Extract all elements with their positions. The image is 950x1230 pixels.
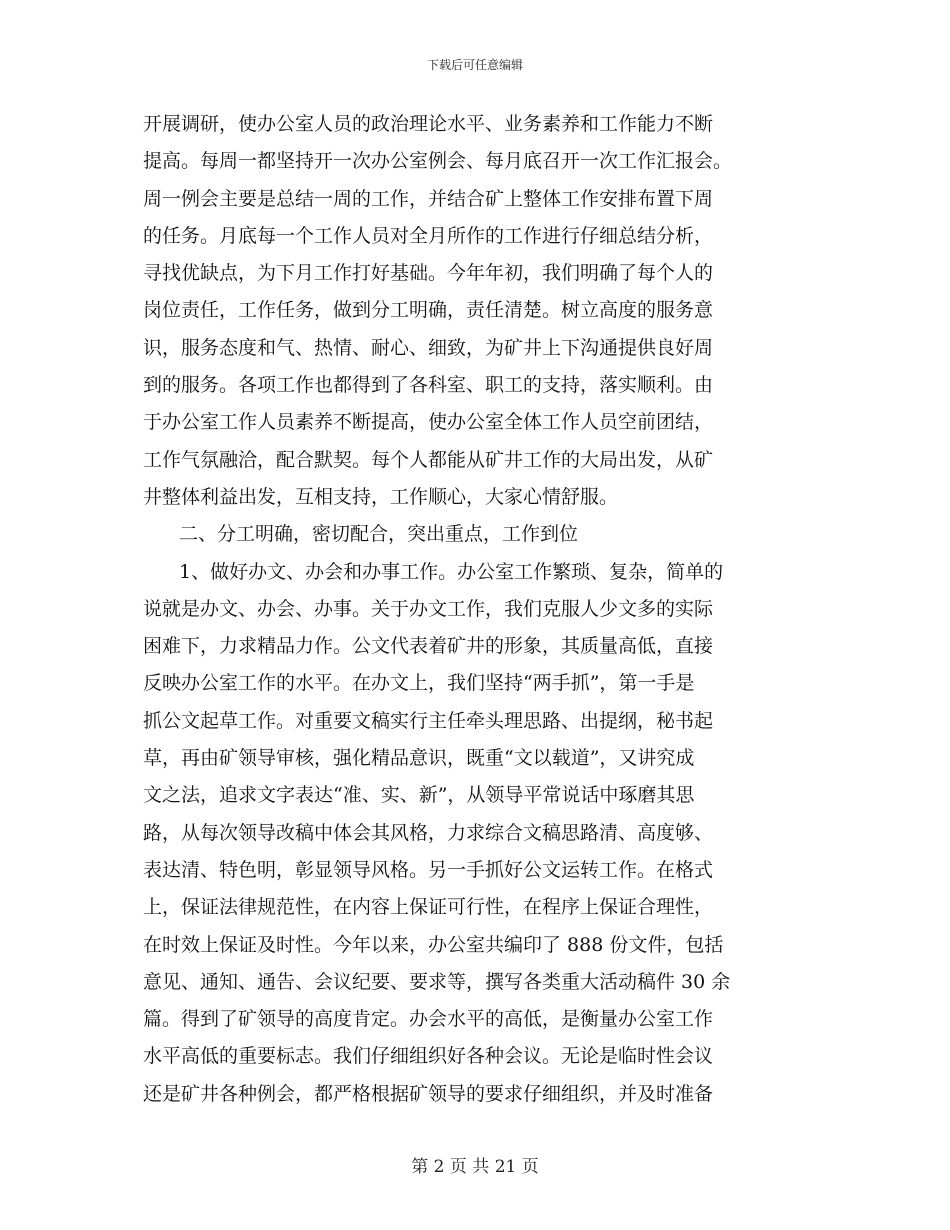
- text-line: 的任务。月底每一个工作人员对全月所作的工作进行仔细总结分析，: [143, 224, 714, 247]
- text-line: 说就是办文、办会、办事。关于办文工作，我们克服人少文多的实际: [143, 597, 714, 620]
- text-line: 周一例会主要是总结一周的工作，并结合矿上整体工作安排布置下周: [143, 187, 714, 210]
- text-line: 二、分工明确，密切配合，突出重点，工作到位: [179, 523, 579, 546]
- text-line: 到的服务。各项工作也都得到了各科室、职工的支持，落实顺利。由: [143, 374, 714, 397]
- text-line: 还是矿井各种例会，都严格根据矿领导的要求仔细组织，并及时准备: [143, 1082, 714, 1105]
- text-line: 表达清、特色明，彰显领导风格。另一手抓好公文运转工作。在格式: [143, 858, 714, 881]
- text-line: 上，保证法律规范性，在内容上保证可行性，在程序上保证合理性，: [143, 896, 714, 919]
- text-line: 篇。得到了矿领导的高度肯定。办会水平的高低，是衡量办公室工作: [143, 1008, 714, 1031]
- text-line: 意见、通知、通告、会议纪要、要求等，撰写各类重大活动稿件 30 余: [143, 970, 731, 993]
- text-line: 开展调研，使办公室人员的政治理论水平、业务素养和工作能力不断: [143, 113, 714, 135]
- text-line: 1、做好办文、办会和办事工作。办公室工作繁琐、复杂，简单的: [179, 560, 724, 583]
- text-line: 反映办公室工作的水平。在办文上，我们坚持“两手抓”，第一手是: [143, 672, 695, 695]
- text-line: 识，服务态度和气、热情、耐心、细致，为矿井上下沟通提供良好周: [143, 336, 714, 359]
- text-line: 岗位责任，工作任务，做到分工明确，责任清楚。树立高度的服务意: [143, 299, 714, 322]
- text-line: 水平高低的重要标志。我们仔细组织好各种会议。无论是临时性会议: [143, 1045, 714, 1068]
- text-line: 在时效上保证及时性。今年以来，办公室共编印了 888 份文件，包括: [143, 933, 724, 956]
- text-line: 文之法，追求文字表达“准、实、新”，从领导平常说话中琢磨其思: [143, 784, 695, 807]
- text-line: 于办公室工作人员素养不断提高，使办公室全体工作人员空前团结，: [143, 411, 714, 434]
- text-line: 提高。每周一都坚持开一次办公室例会、每月底召开一次工作汇报会。: [143, 150, 733, 173]
- page-number-footer: 第 2 页 共 21 页: [411, 1157, 539, 1177]
- page-header-note: 下载后可任意编辑: [426, 58, 523, 72]
- document-body: [143, 106, 807, 1113]
- text-line: 抓公文起草工作。对重要文稿实行主任牵头理思路、出提纲，秘书起: [143, 709, 714, 732]
- text-line: 草，再由矿领导审核，强化精品意识，既重“文以载道”，又讲究成: [143, 747, 695, 770]
- text-line: 路，从每次领导改稿中体会其风格，力求综合文稿思路清、高度够、: [143, 821, 714, 844]
- text-line: 寻找优缺点，为下月工作打好基础。今年年初，我们明确了每个人的: [143, 262, 714, 285]
- text-line: 井整体利益出发，互相支持，工作顺心，大家心情舒服。: [143, 485, 619, 508]
- text-line: 困难下，力求精品力作。公文代表着矿井的形象，其质量高低，直接: [143, 635, 714, 658]
- text-line: 工作气氛融洽，配合默契。每个人都能从矿井工作的大局出发，从矿: [143, 448, 714, 471]
